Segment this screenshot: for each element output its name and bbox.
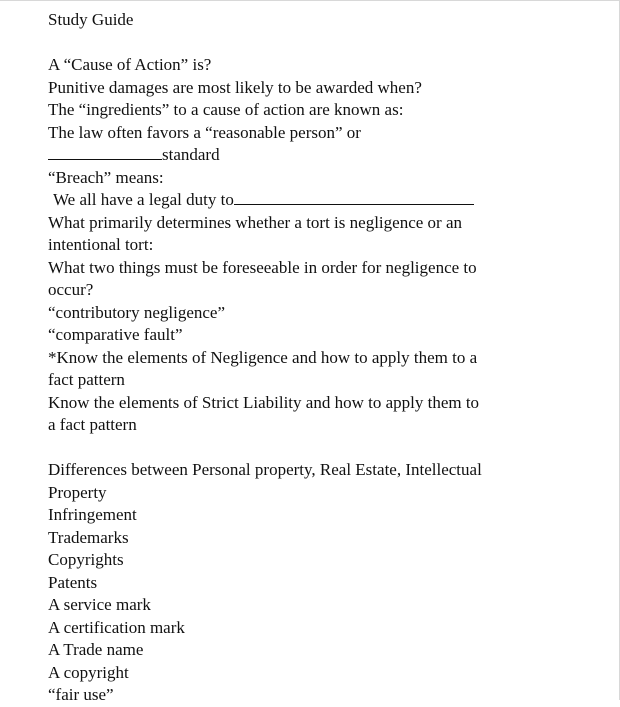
question-ingredients: The “ingredients” to a cause of action are known as:	[48, 100, 404, 119]
question-cause-of-action: A “Cause of Action” is?	[48, 55, 212, 74]
topic-infringement: Infringement	[48, 505, 137, 524]
question-negligence-vs-intentional: What primarily determines whether a tort is negligence or an	[48, 212, 462, 232]
topic-copyright: A copyright	[48, 662, 129, 682]
fill-in-blank	[234, 190, 474, 205]
spacer	[48, 32, 619, 55]
question-breach: “Breach” means:	[48, 167, 164, 187]
note-strict-liability-cont: a fact pattern	[48, 415, 137, 434]
question-reasonable-person: The law often favors a “reasonable person” or	[48, 122, 361, 142]
legal-duty-text: We all have a legal duty to	[53, 190, 234, 209]
topic-property-differences-cont: Property	[48, 482, 107, 502]
topic-fair-use: “fair use”	[48, 685, 114, 704]
question-foreseeable: What two things must be foreseeable in order for negligence to	[48, 257, 477, 277]
topic-trademarks: Trademarks	[48, 527, 129, 547]
fill-in-blank	[48, 145, 162, 160]
note-strict-liability: Know the elements of Strict Liability and how to apply them to	[48, 392, 480, 412]
term-comparative-fault: “comparative fault”	[48, 325, 183, 344]
question-punitive-damages: Punitive damages are most likely to be awarded when?	[48, 77, 422, 97]
topic-certification-mark: A certification mark	[48, 617, 185, 637]
question-foreseeable-cont: occur?	[48, 280, 94, 299]
question-standard-line	[48, 144, 619, 167]
standard-text: standard	[162, 145, 220, 164]
topic-property-differences: Differences between Personal property, Real Estate, Intellectual	[48, 460, 482, 479]
topic-trade-name: A Trade name	[48, 640, 144, 659]
note-negligence-elements: *Know the elements of Negligence and how to apply them to a	[48, 347, 478, 367]
topic-service-mark: A service mark	[48, 595, 151, 614]
topic-copyrights: Copyrights	[48, 550, 124, 569]
question-negligence-vs-intentional-cont: intentional tort:	[48, 235, 154, 254]
question-legal-duty	[48, 189, 619, 212]
page-title: Study Guide	[48, 10, 134, 29]
topic-patents: Patents	[48, 572, 98, 592]
note-negligence-elements-cont: fact pattern	[48, 370, 125, 389]
spacer	[48, 437, 619, 460]
term-contributory-negligence: “contributory negligence”	[48, 302, 226, 322]
